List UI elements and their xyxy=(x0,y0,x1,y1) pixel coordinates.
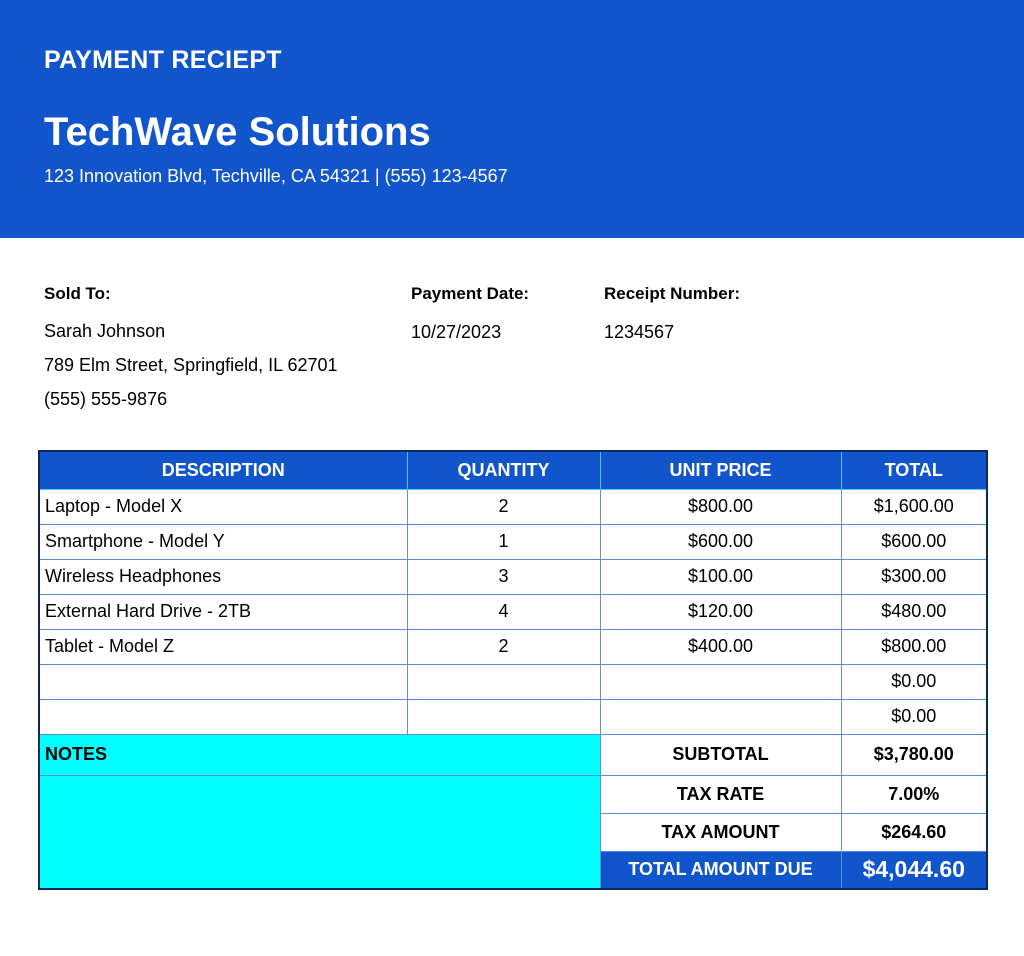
tax-rate-row xyxy=(39,775,987,813)
notes-label: NOTES xyxy=(39,734,600,775)
table-row xyxy=(39,524,987,559)
item-total: $0.00 xyxy=(841,664,987,699)
table-row xyxy=(39,489,987,524)
item-unit-price xyxy=(600,699,841,734)
item-quantity xyxy=(407,664,600,699)
subtotal-value: $3,780.00 xyxy=(841,734,987,775)
table-row xyxy=(39,629,987,664)
item-description xyxy=(39,699,407,734)
item-unit-price: $100.00 xyxy=(600,559,841,594)
item-description: External Hard Drive - 2TB xyxy=(39,594,407,629)
item-quantity: 2 xyxy=(407,489,600,524)
customer-address: 789 Elm Street, Springfield, IL 62701 xyxy=(44,355,338,375)
item-description: Tablet - Model Z xyxy=(39,629,407,664)
table-header-row xyxy=(39,451,987,489)
item-quantity: 4 xyxy=(407,594,600,629)
header-quantity: QUANTITY xyxy=(407,451,600,489)
tax-rate-label: TAX RATE xyxy=(600,775,841,813)
item-total: $300.00 xyxy=(841,559,987,594)
header-unit-price: UNIT PRICE xyxy=(600,451,841,489)
items-table xyxy=(38,450,988,890)
company-name: TechWave Solutions xyxy=(44,110,431,154)
subtotal-row xyxy=(39,734,987,775)
item-unit-price xyxy=(600,664,841,699)
table-row xyxy=(39,559,987,594)
item-unit-price: $600.00 xyxy=(600,524,841,559)
customer-phone: (555) 555-9876 xyxy=(44,389,168,409)
item-description xyxy=(39,664,407,699)
item-total: $1,600.00 xyxy=(841,489,987,524)
receipt-number-label: Receipt Number: xyxy=(604,284,741,303)
total-due-value: $4,044.60 xyxy=(841,851,987,889)
item-quantity: 1 xyxy=(407,524,600,559)
tax-amount-value: $264.60 xyxy=(841,813,987,851)
item-total: $600.00 xyxy=(841,524,987,559)
document-type: PAYMENT RECIEPT xyxy=(44,46,282,74)
item-unit-price: $120.00 xyxy=(600,594,841,629)
sold-to-label: Sold To: xyxy=(44,284,111,303)
tax-amount-label: TAX AMOUNT xyxy=(600,813,841,851)
item-quantity: 3 xyxy=(407,559,600,594)
receipt-header xyxy=(0,0,1024,238)
item-description: Wireless Headphones xyxy=(39,559,407,594)
total-due-label: TOTAL AMOUNT DUE xyxy=(600,851,841,889)
item-unit-price: $800.00 xyxy=(600,489,841,524)
item-total: $800.00 xyxy=(841,629,987,664)
item-description: Smartphone - Model Y xyxy=(39,524,407,559)
item-quantity xyxy=(407,699,600,734)
item-total: $0.00 xyxy=(841,699,987,734)
header-total: TOTAL xyxy=(841,451,987,489)
table-row xyxy=(39,664,987,699)
item-unit-price: $400.00 xyxy=(600,629,841,664)
company-contact: 123 Innovation Blvd, Techville, CA 54321 | (555) 123-4567 xyxy=(44,166,508,186)
receipt-number-value: 1234567 xyxy=(604,322,675,342)
header-description: DESCRIPTION xyxy=(39,451,407,489)
item-quantity: 2 xyxy=(407,629,600,664)
item-total: $480.00 xyxy=(841,594,987,629)
notes-area xyxy=(39,775,600,889)
table-row xyxy=(39,699,987,734)
item-description: Laptop - Model X xyxy=(39,489,407,524)
table-row xyxy=(39,594,987,629)
customer-name: Sarah Johnson xyxy=(44,321,166,341)
tax-rate-value: 7.00% xyxy=(841,775,987,813)
payment-date-label: Payment Date: xyxy=(411,284,530,303)
payment-date-value: 10/27/2023 xyxy=(411,322,502,342)
subtotal-label: SUBTOTAL xyxy=(600,734,841,775)
